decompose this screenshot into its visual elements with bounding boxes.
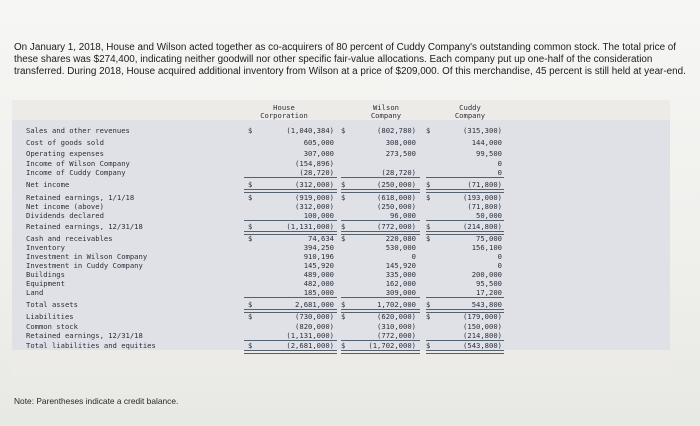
wilson-value: 1,702,000	[377, 300, 416, 309]
row-label: Retained earnings, 12/31/18	[26, 222, 143, 231]
cuddy-dollar-sign: $	[426, 193, 431, 202]
row-label: Buildings	[26, 270, 65, 279]
house-value: 145,920	[303, 261, 334, 270]
cuddy-dollar-sign: $	[426, 126, 431, 135]
house-dollar-sign: $	[248, 312, 253, 321]
subtotal-rule	[244, 340, 337, 341]
house-dollar-sign: $	[248, 126, 253, 135]
house-dollar-sign: $	[248, 300, 253, 309]
total-double-rule	[341, 350, 420, 354]
house-value: 307,000	[303, 149, 334, 158]
cuddy-value: 95,500	[476, 279, 502, 288]
cuddy-value: 200,000	[471, 270, 502, 279]
wilson-value: (28,720)	[381, 168, 416, 177]
cuddy-header-sub: Company	[454, 111, 486, 120]
cuddy-value: (193,000)	[463, 193, 502, 202]
row-label: Land	[26, 288, 44, 297]
cuddy-value: (150,000)	[463, 322, 502, 331]
house-value: 394,250	[303, 243, 334, 252]
wilson-dollar-sign: $	[341, 312, 346, 321]
cuddy-value: (71,800)	[467, 202, 502, 211]
house-dollar-sign: $	[248, 222, 253, 231]
row-label: Income of Wilson Company	[26, 159, 130, 168]
row-label: Investment in Cuddy Company	[26, 261, 143, 270]
cuddy-header: Cuddy	[459, 103, 481, 112]
house-value: 100,000	[303, 211, 334, 220]
total-double-rule	[244, 189, 337, 193]
house-value: (154,896)	[295, 159, 334, 168]
row-label: Operating expenses	[26, 149, 104, 158]
wilson-value: 530,000	[385, 243, 416, 252]
cuddy-value: 0	[497, 261, 502, 270]
house-value: (1,040,384)	[286, 126, 334, 135]
cuddy-dollar-sign: $	[426, 234, 431, 243]
subtotal-rule	[244, 220, 337, 221]
row-label: Net income (above)	[26, 202, 104, 211]
cuddy-value: 0	[497, 159, 502, 168]
wilson-value: (310,000)	[377, 322, 416, 331]
row-label: Cost of goods sold	[26, 138, 104, 147]
cuddy-value: (315,300)	[463, 126, 502, 135]
wilson-value: 96,000	[390, 211, 416, 220]
cuddy-dollar-sign: $	[426, 341, 431, 350]
cuddy-value: (214,800)	[463, 222, 502, 231]
house-value: 185,000	[303, 288, 334, 297]
wilson-dollar-sign: $	[341, 341, 346, 350]
house-value: (730,000)	[295, 312, 334, 321]
row-label: Sales and other revenues	[26, 126, 130, 135]
subtotal-rule	[341, 340, 420, 341]
wilson-value: 0	[411, 252, 416, 261]
wilson-value: (772,000)	[377, 331, 416, 340]
wilson-value: (250,000)	[377, 180, 416, 189]
subtotal-rule	[244, 297, 337, 298]
subtotal-rule	[244, 177, 337, 178]
note-text: Note: Parentheses indicate a credit balance.	[14, 396, 179, 406]
wilson-value: (772,000)	[377, 222, 416, 231]
total-double-rule	[244, 350, 337, 354]
cuddy-dollar-sign: $	[426, 312, 431, 321]
wilson-value: (1,702,000)	[368, 341, 416, 350]
wilson-value: 335,000	[385, 270, 416, 279]
wilson-value: 220,080	[385, 234, 416, 243]
cuddy-value: (543,800)	[463, 341, 502, 350]
house-value: (1,131,000)	[286, 222, 334, 231]
house-value: (312,000)	[295, 180, 334, 189]
row-label: Retained earnings, 1/1/18	[26, 193, 135, 202]
row-label: Cash and receivables	[26, 234, 113, 243]
subtotal-rule	[426, 220, 504, 221]
wilson-dollar-sign: $	[341, 180, 346, 189]
wilson-value: 273,500	[385, 149, 416, 158]
house-dollar-sign: $	[248, 180, 253, 189]
wilson-header: Wilson	[373, 103, 399, 112]
cuddy-value: (179,000)	[463, 312, 502, 321]
cuddy-value: 156,100	[471, 243, 502, 252]
subtotal-rule	[341, 297, 420, 298]
house-header: House	[273, 103, 295, 112]
cuddy-value: 75,000	[476, 234, 502, 243]
wilson-dollar-sign: $	[341, 222, 346, 231]
cuddy-value: 17,200	[476, 288, 502, 297]
row-label: Liabilities	[26, 312, 74, 321]
total-double-rule	[244, 309, 337, 313]
subtotal-rule	[426, 340, 504, 341]
row-label: Retained earnings, 12/31/18	[26, 331, 143, 340]
house-value: 605,000	[303, 138, 334, 147]
house-value: 74,634	[308, 234, 334, 243]
house-dollar-sign: $	[248, 234, 253, 243]
row-label: Income of Cuddy Company	[26, 168, 126, 177]
house-value: (312,000)	[295, 202, 334, 211]
subtotal-rule	[426, 297, 504, 298]
cuddy-value: 543,800	[471, 300, 502, 309]
house-value: 910,196	[303, 252, 334, 261]
house-value: (919,000)	[295, 193, 334, 202]
cuddy-dollar-sign: $	[426, 222, 431, 231]
row-label: Common stock	[26, 322, 78, 331]
house-header-sub: Corporation	[260, 111, 308, 120]
financial-statements-table	[12, 100, 670, 376]
cuddy-dollar-sign: $	[426, 180, 431, 189]
subtotal-rule	[341, 177, 420, 178]
row-label: Equipment	[26, 279, 65, 288]
wilson-value: (618,000)	[377, 193, 416, 202]
cuddy-value: 0	[497, 252, 502, 261]
wilson-value: (250,000)	[377, 202, 416, 211]
wilson-dollar-sign: $	[341, 126, 346, 135]
cuddy-value: 144,000	[471, 138, 502, 147]
cuddy-value: 99,500	[476, 149, 502, 158]
total-double-rule	[426, 189, 504, 193]
wilson-header-sub: Company	[370, 111, 402, 120]
row-label: Net income	[26, 180, 70, 189]
total-double-rule	[426, 309, 504, 313]
house-value: 489,000	[303, 270, 334, 279]
wilson-dollar-sign: $	[341, 234, 346, 243]
wilson-value: 308,000	[385, 138, 416, 147]
total-double-rule	[341, 231, 420, 235]
subtotal-rule	[426, 177, 504, 178]
problem-statement: On January 1, 2018, House and Wilson acted together as co-acquirers of 80 percent of Cuddy Company's outstanding common stock. The total price of these shares was $274,400, indicating neither goodwill nor other specific fair-value allocations. Each company put up one-half of the consideration transferred. During 2018, House acquired additional inventory from Wilson at a price of $209,000. Of this merchandise, 45 percent is still held at year-end.	[14, 42, 686, 78]
total-double-rule	[341, 189, 420, 193]
cuddy-value: (71,800)	[467, 180, 502, 189]
wilson-value: (802,780)	[377, 126, 416, 135]
row-label: Total assets	[26, 300, 78, 309]
house-dollar-sign: $	[248, 341, 253, 350]
total-double-rule	[244, 231, 337, 235]
house-value: 2,681,000	[295, 300, 334, 309]
wilson-value: 309,000	[385, 288, 416, 297]
total-double-rule	[426, 231, 504, 235]
house-value: (28,720)	[299, 168, 334, 177]
house-dollar-sign: $	[248, 193, 253, 202]
cuddy-dollar-sign: $	[426, 300, 431, 309]
wilson-value: 145,920	[385, 261, 416, 270]
total-double-rule	[426, 350, 504, 354]
house-value: (1,131,000)	[286, 331, 334, 340]
cuddy-value: (214,800)	[463, 331, 502, 340]
row-label: Dividends declared	[26, 211, 104, 220]
house-value: 482,000	[303, 279, 334, 288]
row-label: Inventory	[26, 243, 65, 252]
wilson-dollar-sign: $	[341, 300, 346, 309]
cuddy-value: 50,000	[476, 211, 502, 220]
total-double-rule	[341, 309, 420, 313]
wilson-value: (620,000)	[377, 312, 416, 321]
subtotal-rule	[341, 220, 420, 221]
house-value: (2,681,000)	[286, 341, 334, 350]
house-value: (820,000)	[295, 322, 334, 331]
wilson-value: 162,000	[385, 279, 416, 288]
wilson-dollar-sign: $	[341, 193, 346, 202]
cuddy-value: 0	[497, 168, 502, 177]
row-label: Total liabilities and equities	[26, 341, 156, 350]
row-label: Investment in Wilson Company	[26, 252, 148, 261]
